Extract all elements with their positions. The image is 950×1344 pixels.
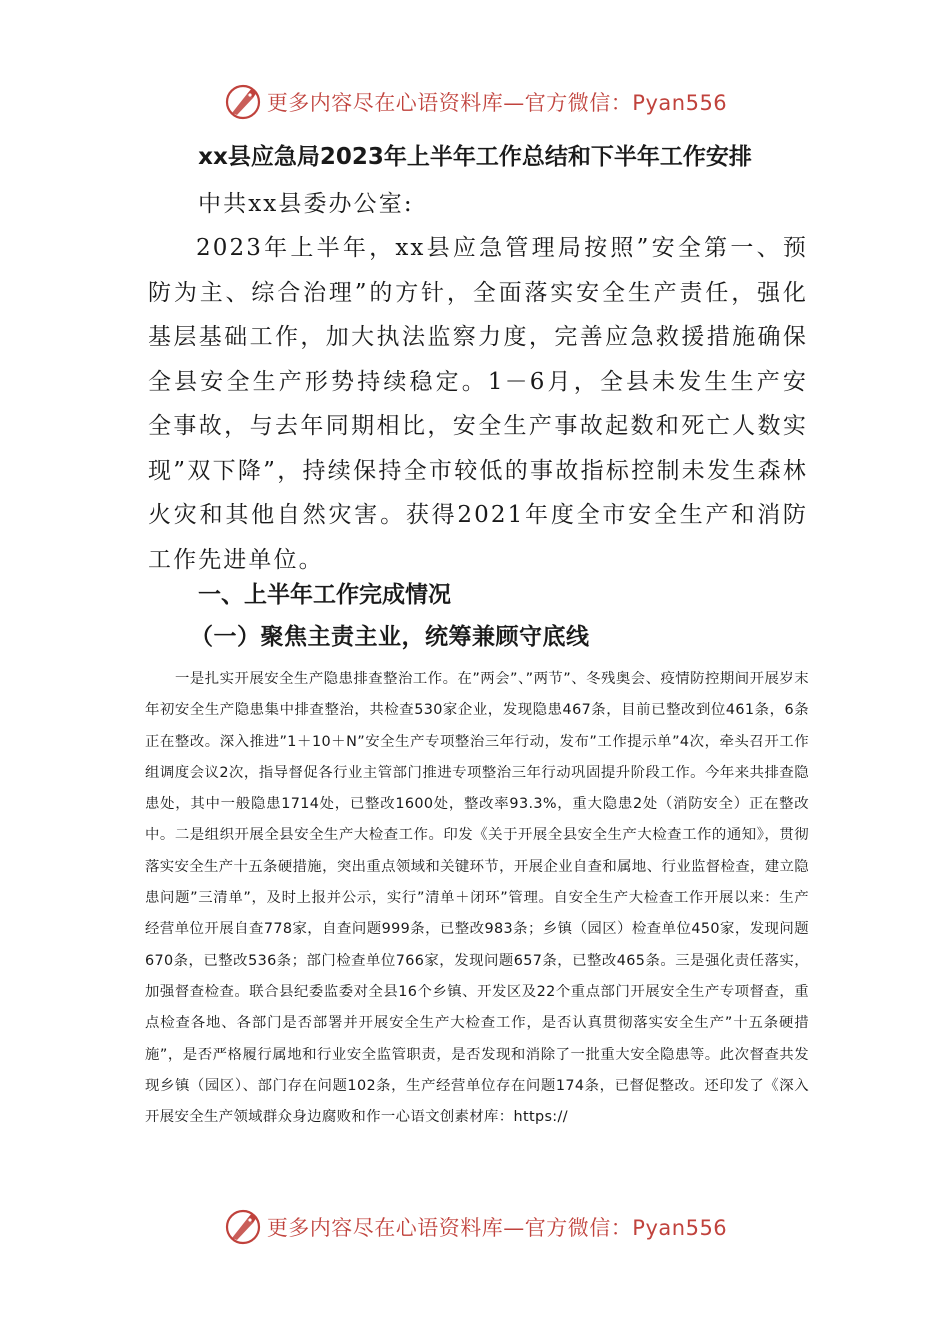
pen-nib-logo-icon [223, 82, 263, 122]
document-title: xx县应急局2023年上半年工作总结和下半年工作安排 [198, 144, 752, 170]
watermark-banner-bottom [0, 1207, 950, 1247]
section-heading: 一、上半年工作完成情况 [198, 582, 451, 608]
subsection-heading: （一）聚焦主责主业，统筹兼顾守底线 [190, 624, 590, 650]
salutation: 中共xx县委办公室: [198, 191, 414, 217]
intro-paragraph: 2023年上半年，xx县应急管理局按照”安全第一、预防为主、综合治理”的方针，全面落实安全生产责任，强化基层基础工作，加大执法监察力度，完善应急救援措施确保全县安全生产形势持续稳定。1－6月，全县未发生生产安全事故，与去年同期相比，安全生产事故起数和死亡人数实现”双下降”，持续保持全市较低的事故指标控制未发生森林火灾和其他自然灾害。获得2021年度全市安全生产和消防工作先进单位。 [148, 235, 808, 573]
watermark-text: 更多内容尽在心语资料库—官方微信：Pyan556 [266, 91, 728, 115]
pen-nib-logo-icon [223, 1207, 263, 1247]
watermark-text: 更多内容尽在心语资料库—官方微信：Pyan556 [266, 1216, 728, 1240]
watermark-banner-top [0, 82, 950, 122]
body-paragraph: 一是扎实开展安全生产隐患排查整治工作。在”两会”、”两节”、冬残奥会、疫情防控期间开展岁末年初安全生产隐患集中排查整治，共检查530家企业，发现隐患467条，目前已整改到位461条，6条正在整改。深入推进”1＋10＋N”安全生产专项整治三年行动，发布”工作提示单”4次，牵头召开工作组调度会议2次，指导督促各行业主管部门推进专项整治三年行动巩固提升阶段工作。今年来共排查隐患处，其中一般隐患1714处，已整改1600处，整改率93.3%，重大隐患2处（消防安全）正在整改中。二是组织开展全县安全生产大检查工作。印发《关于开展全县安全生产大检查工作的通知》，贯彻落实安全生产十五条硬措施，突出重点领域和关键环节，开展企业自查和属地、行业监督检查，建立隐患问题”三清单”，及时上报并公示，实行”清单＋闭环”管理。自安全生产大检查工作开展以来：生产经营单位开展自查778家，自查问题999条，已整改983条；乡镇（园区）检查单位450家，发现问题670条，已整改536条；部门检查单位766家，发现问题657条，已整改465条。三是强化责任落实，加强督查检查。联合县纪委监委对全县16个乡镇、开发区及22个重点部门开展安全生产专项督查，重点检查各地、各部门是否部署并开展安全生产大检查工作，是否认真贯彻落实安全生产”十五条硬措施”，是否严格履行属地和行业安全监管职责，是否发现和消除了一批重大安全隐患等。此次督查共发现乡镇（园区）、部门存在问题102条，生产经营单位存在问题174条，已督促整改。还印发了《深入开展安全生产领域群众身边腐败和作一心语文创素材库：https:// [145, 671, 809, 1126]
